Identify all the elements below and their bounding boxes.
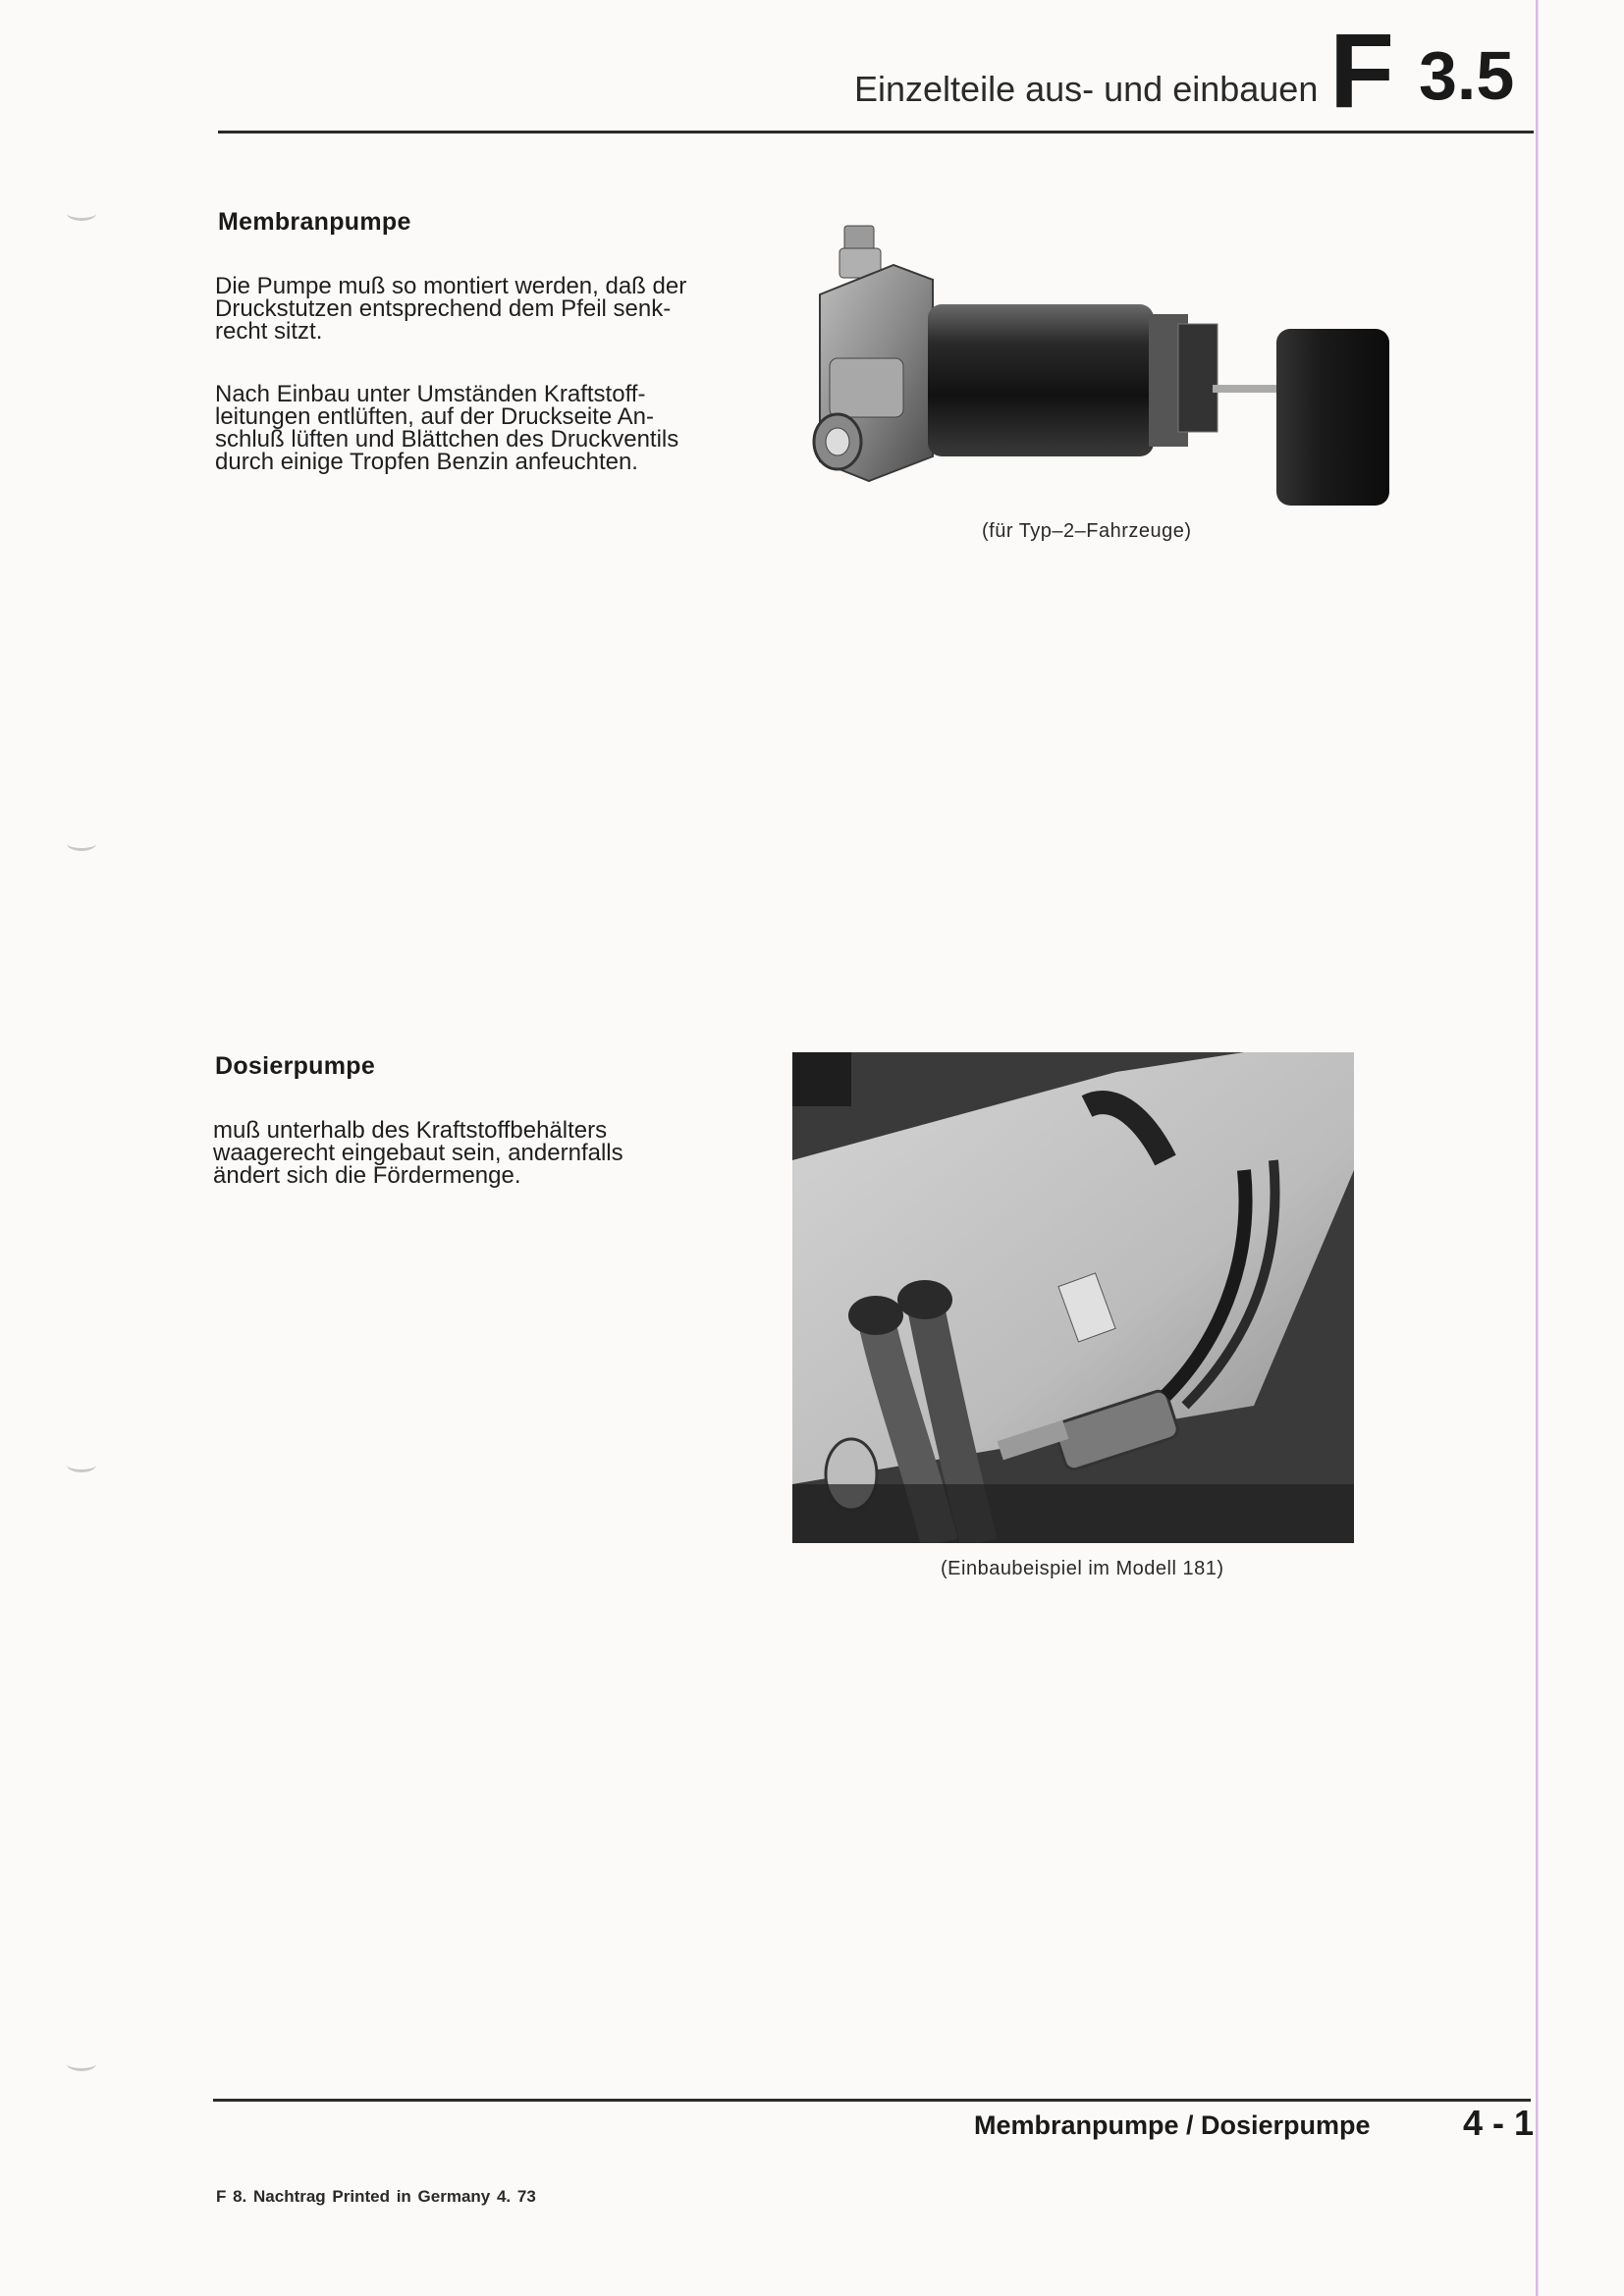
paragraph-dosierpumpe bbox=[213, 1119, 783, 1187]
binder-hole-mark bbox=[67, 2056, 96, 2071]
text-line: recht sitzt. bbox=[215, 318, 323, 345]
footer-rule bbox=[213, 2099, 1531, 2102]
section-heading-membranpumpe: Membranpumpe bbox=[218, 208, 411, 236]
text-line: Die Pumpe muß so montiert werden, daß der bbox=[215, 273, 687, 299]
text-line: Nach Einbau unter Umständen Kraftstoff- bbox=[215, 381, 646, 407]
header-title: Einzelteile aus- und einbauen bbox=[854, 69, 1319, 109]
footer-title: Membranpumpe / Dosierpumpe bbox=[974, 2110, 1371, 2140]
section-number: 3.5 bbox=[1419, 37, 1515, 114]
text-line: ändert sich die Fördermenge. bbox=[213, 1162, 521, 1189]
pump-photo bbox=[800, 211, 1389, 506]
page-number: 4 - 1 bbox=[1463, 2103, 1535, 2143]
print-info: F 8. Nachtrag Printed in Germany 4. 73 bbox=[216, 2187, 536, 2206]
section-letter: F bbox=[1329, 11, 1394, 130]
text-line: leitungen entlüften, auf der Druckseite An- bbox=[215, 403, 654, 430]
paragraph-membranpumpe-2 bbox=[215, 383, 785, 473]
text-line: durch einige Tropfen Benzin anfeuchten. bbox=[215, 449, 638, 475]
binder-hole-mark bbox=[67, 836, 96, 851]
text-line: Druckstutzen entsprechend dem Pfeil senk- bbox=[215, 295, 672, 322]
page-edge-mark-light bbox=[1538, 0, 1539, 2296]
figure-caption-modell-181: (Einbaubeispiel im Modell 181) bbox=[941, 1558, 1224, 1579]
binder-hole-mark bbox=[67, 1458, 96, 1472]
text-line: waagerecht eingebaut sein, andernfalls bbox=[213, 1140, 623, 1166]
text-line: schluß lüften und Blättchen des Druckventils bbox=[215, 426, 679, 453]
figure-caption-typ2: (für Typ–2–Fahrzeuge) bbox=[982, 520, 1192, 542]
text-line: muß unterhalb des Kraftstoffbehälters bbox=[213, 1117, 608, 1144]
binder-hole-mark bbox=[67, 206, 96, 221]
installation-photo bbox=[792, 1052, 1354, 1543]
paragraph-membranpumpe-1 bbox=[215, 275, 785, 343]
header-rule bbox=[218, 131, 1534, 133]
section-heading-dosierpumpe: Dosierpumpe bbox=[215, 1052, 376, 1080]
